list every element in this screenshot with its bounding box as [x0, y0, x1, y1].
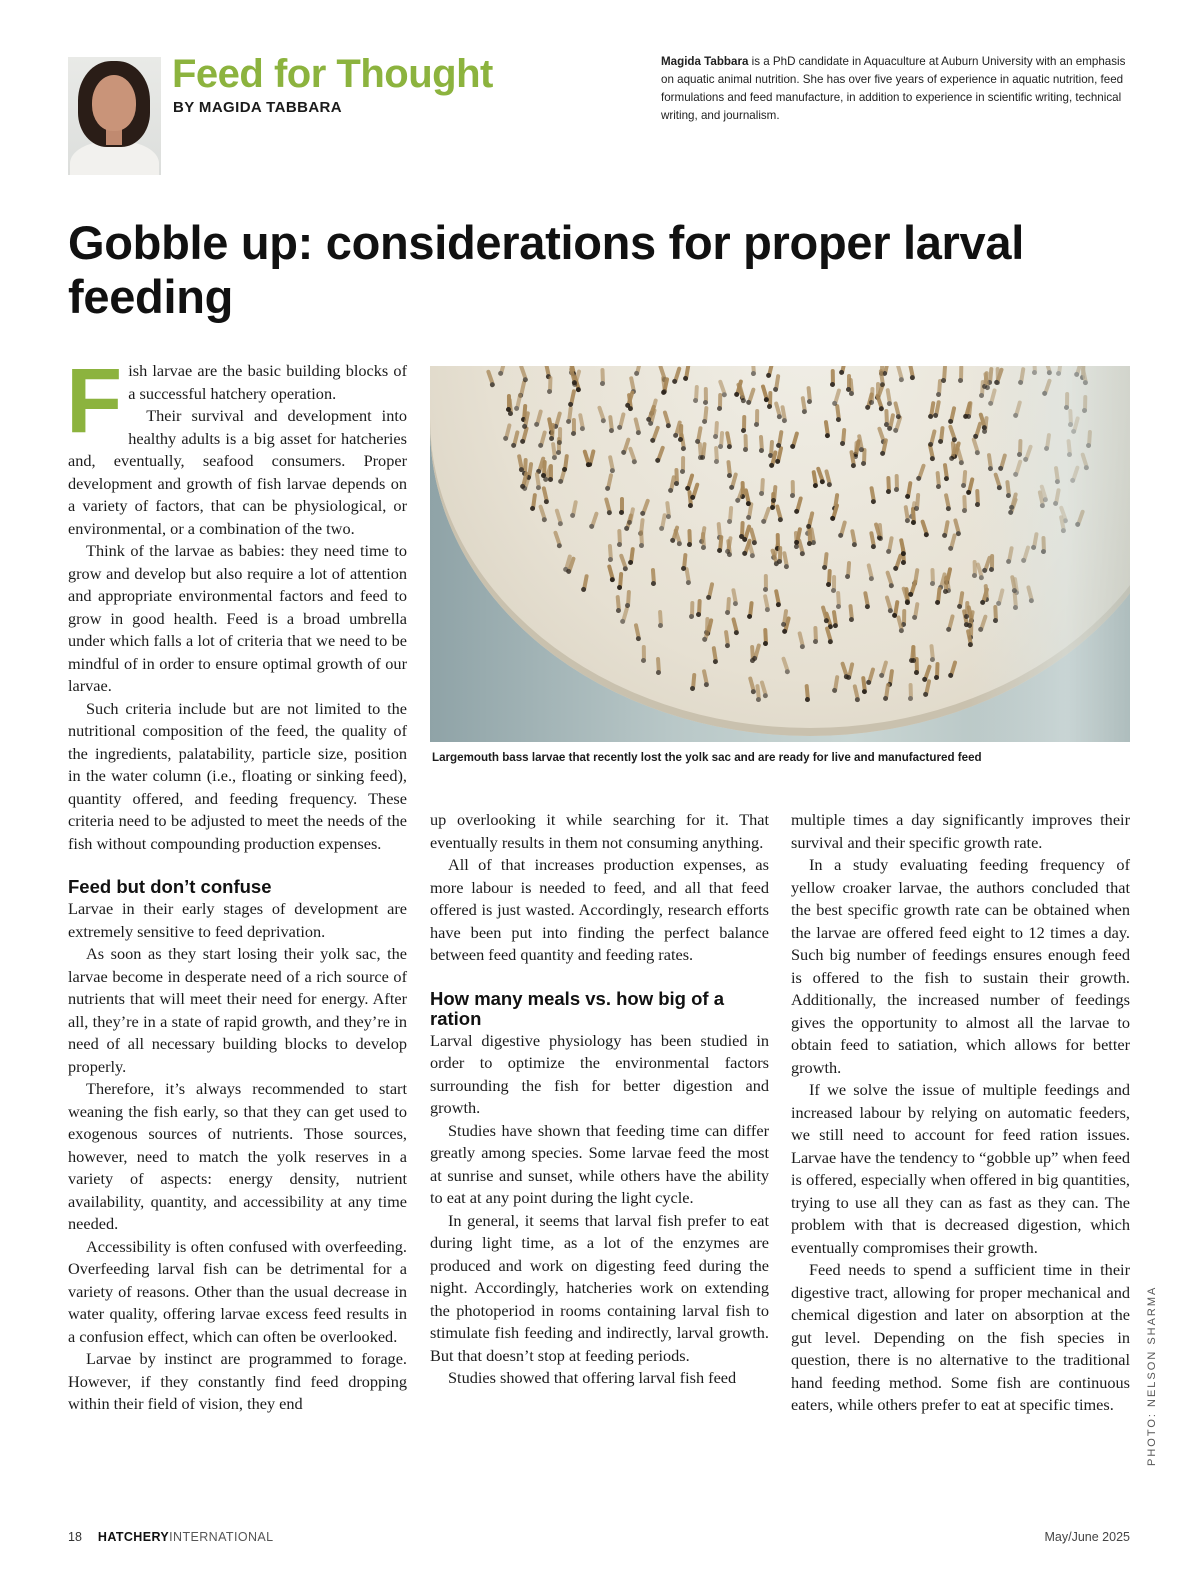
author-bio-text: is a PhD candidate in Aquaculture at Auburn University with an emphasis on aquatic animal nutrition. She has over five years of experience in aquatic nutrition, feed formulations and feed manufacture, in addition to experience in scientific writing, technical writing, and journalism.: [661, 55, 1126, 122]
photo-caption: Largemouth bass larvae that recently lost the yolk sac and are ready for live and manufactured feed: [432, 751, 982, 764]
larva-mark: [959, 366, 963, 381]
larva-mark: [902, 609, 906, 625]
author-photo: [68, 57, 161, 175]
section-heading: How many meals vs. how big of a ration: [430, 987, 725, 1029]
page-number: 18: [68, 1530, 82, 1544]
paragraph: Such criteria include but are not limited to the nutritional composition of the feed, the quality of the ingredients, palatability, particle size, position in the water column (i.e., floating or sinking feed), quantity offered, and feeding frequency. These criteria need to be adjusted to meet the needs of the fish without compounding production expenses.: [68, 698, 407, 853]
article-column-3: [791, 809, 1130, 1417]
paragraph: As soon as they start losing their yolk sac, the larvae become in desperate need of a rich source of nutrients that will meet their need for energy. After all, they’re in a state of rapid growth, and they’re in need of all necessary building blocks to develop properly.: [68, 944, 407, 1076]
paragraph: Larvae by instinct are programmed to forage. However, if they constantly find feed dropping within their field of vision, they end: [68, 1349, 407, 1413]
larva-mark: [827, 569, 832, 585]
larva-mark: [600, 368, 605, 384]
author-bio: [661, 53, 1131, 125]
larva-mark: [894, 474, 898, 490]
photo-credit: PHOTO: NELSON SHARMA: [1146, 1285, 1158, 1466]
author-bio-name: Magida Tabbara: [661, 55, 749, 68]
paragraph: Larval digestive physiology has been studied in order to optimize the environmental factors surrounding the fish for better digestion and growth.: [430, 1030, 769, 1117]
paragraph: Studies showed that offering larval fish feed: [448, 1368, 737, 1387]
larva-mark: [679, 424, 683, 440]
paragraph: multiple times a day significantly improves their survival and their specific growth rate.: [791, 810, 1130, 852]
larva-mark: [639, 529, 644, 545]
article-column-2: [430, 809, 769, 1390]
larva-mark: [703, 406, 709, 422]
larva-mark: [884, 409, 889, 425]
larva-mark: [759, 435, 764, 451]
paragraph: In general, it seems that larval fish prefer to eat during light time, as a lot of the enzymes are produced and work on digesting feed during the night. Accordingly, hatcheries work on extending the photoperiod in rooms containing larval fish to stimulate fish feeding and indirectly, larval growth. But that doesn’t stop at feeding periods.: [430, 1210, 769, 1365]
larva-mark: [549, 464, 553, 480]
paragraph: Larvae in their early stages of development are extremely sensitive to feed deprivation.: [68, 899, 407, 941]
drop-cap: F: [66, 350, 123, 452]
larva-mark: [763, 573, 767, 589]
photo-glare: [970, 366, 1130, 742]
larva-mark: [507, 394, 511, 410]
larva-mark: [620, 497, 624, 513]
brand-name-bold: HATCHERY: [97, 1530, 170, 1544]
paragraph: All of that increases production expenses, as more labour is needed to feed, and all that feed offered is just wasted. Accordingly, research efforts have been put into finding the perfect balance between feed quantity and feeding rates.: [430, 855, 769, 964]
larva-mark: [778, 545, 782, 561]
issue-date: May/June 2025: [1044, 1530, 1130, 1544]
article-headline: Gobble up: considerations for proper larval feeding: [68, 216, 1024, 323]
paragraph: up overlooking it while searching for it. That eventually results in them not consuming anything.: [430, 810, 769, 852]
larva-mark: [808, 528, 812, 544]
paragraph: If we solve the issue of multiple feedings and increased labour by relying on automatic feeders, we still need to account for feed ration issues. Larvae have the tendency to “gobble up” when feed is offered, especially when offered in big quantities, trying to use all they can as fast as they can. The problem with that is decreased digestion, which eventually compromises their growth.: [791, 1080, 1130, 1257]
larva-mark: [558, 426, 562, 442]
paragraph: In a study evaluating feeding frequency of yellow croaker larvae, the authors concluded that the best specific growth rate can be obtained when the larvae are offered feed eight to 12 times a day. Such big number of feedings ensures enough feed is offered to the fish to sustain their growth. Additionally, the increased number of feedings gives the opportunity to almost all the larvae to obtain feed to satiation, which allows for better growth.: [791, 855, 1130, 1077]
larva-mark: [690, 601, 694, 617]
larva-mark: [755, 409, 759, 425]
larva-mark: [740, 521, 745, 537]
larva-mark: [790, 480, 794, 496]
paragraph: [66, 350, 407, 452]
larva-mark: [703, 387, 707, 403]
larva-mark: [760, 477, 765, 493]
larva-mark: [831, 369, 835, 385]
article-column-1: [66, 350, 407, 1416]
section-heading: Feed but don’t confuse: [68, 876, 272, 897]
larva-mark: [962, 495, 967, 511]
column-title: Feed for Thought: [172, 52, 493, 96]
larva-mark: [742, 415, 746, 431]
paragraph-text: ish larvae are the basic building blocks of a successful hatchery operation.: [128, 361, 407, 403]
larva-mark: [550, 423, 555, 439]
larva-mark: [942, 366, 947, 382]
larva-mark: [548, 376, 553, 392]
larva-mark: [965, 601, 969, 617]
larva-mark: [681, 456, 685, 472]
footer-publication: [68, 1530, 273, 1544]
larva-mark: [832, 575, 836, 591]
byline: BY MAGIDA TABBARA: [173, 99, 343, 116]
larva-mark: [911, 645, 916, 661]
larvae-photo: [430, 366, 1130, 742]
brand-name-light: INTERNATIONAL: [169, 1530, 274, 1544]
author-photo-face: [92, 75, 136, 131]
larva-mark: [847, 374, 851, 390]
paragraph: Think of the larvae as babies: they need time to grow and develop but also require a lot of attention and appropriate environmental factors and feed to grow in good health. Feed is a broad umbrella under which falls a lot of criteria that we need to be mindful of in order to ensure optimal growth of our larvae.: [68, 541, 407, 695]
larva-mark: [751, 366, 756, 374]
paragraph: Feed needs to spend a sufficient time in their digestive tract, allowing for proper mechanical and chemical digestion and later on absorption at the gut level. Depending on the fish species in question, there is no alternative to the traditional hand feeding method. Some fish are continuous eaters, while others prefer to eat at specific times.: [791, 1260, 1130, 1414]
larva-mark: [944, 576, 948, 592]
larva-mark: [714, 446, 719, 462]
larva-mark: [694, 385, 699, 401]
larva-mark: [846, 561, 851, 577]
paragraph: Their survival and development into healthy adults is a big asset for hatcheries and, eventually, seafood consumers. Proper development and growth of fish larvae depends on a variety of factors, that can be physiological, or environmental, or a combination of the two.: [68, 406, 407, 538]
larva-mark: [674, 468, 679, 484]
larva-mark: [714, 421, 719, 437]
larva-mark: [697, 599, 702, 615]
paragraph: Therefore, it’s always recommended to start weaning the fish early, so that they can get used to exogenous sources of nutrients. Those sources, however, need to match the yolk reserves in a variety of aspects: energy density, nutrient availability, quantity, and accessibility at any time needed.: [68, 1079, 407, 1233]
paragraph: Accessibility is often confused with overfeeding. Overfeeding larval fish can be detrimental for a variety of reasons. Other than the usual decrease in water quality, offering larvae excess feed results in a confusion effect, which can often be overlooked.: [68, 1236, 407, 1346]
larva-mark: [572, 418, 576, 434]
paragraph: Studies have shown that feeding time can differ greatly among species. Some larvae feed the most at sunrise and sunset, while others have the ability to eat at any point during the light cycle.: [430, 1120, 769, 1207]
larva-mark: [908, 682, 912, 698]
larva-mark: [607, 544, 612, 560]
larva-mark: [915, 493, 920, 509]
larva-mark: [886, 476, 891, 492]
